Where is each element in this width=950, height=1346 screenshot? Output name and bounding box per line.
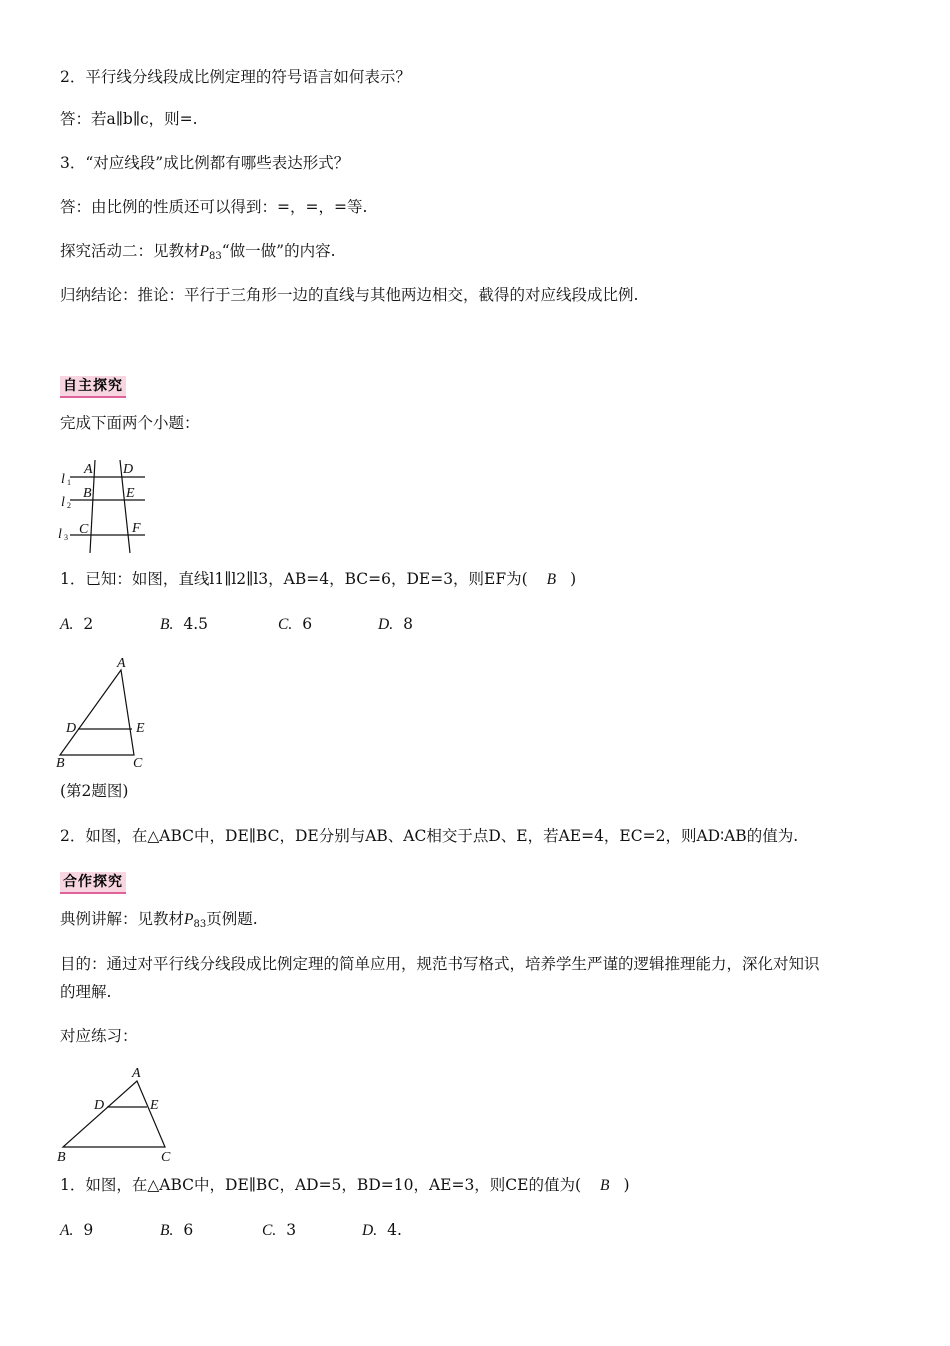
label-l1: l (61, 472, 65, 487)
label-D: D (123, 462, 134, 477)
example-text (60, 908, 258, 936)
conclusion-text: 归纳结论：推论：平行于三角形一边的直线与其他两边相交，截得的对应线段成比例. (60, 286, 639, 304)
label-D: D (66, 721, 77, 736)
practice-q1-close: ) (623, 1176, 630, 1194)
practice-option-A: A. 9 (60, 1221, 94, 1239)
figure-2-caption: (第2题图) (60, 782, 129, 800)
question-3-text: 3．“对应线段”成比例都有哪些表达形式？ (60, 154, 350, 172)
example-prefix: 典例讲解：见教材 (60, 910, 185, 928)
activity-2-page: P (199, 243, 209, 260)
label-A: A (84, 462, 93, 477)
label-B: B (56, 756, 65, 771)
practice-option-B: B. 6 (160, 1221, 194, 1239)
label-B: B (83, 486, 92, 501)
q1-close: ) (570, 570, 577, 588)
q1-answer: B (546, 571, 557, 588)
section-1-question-1 (60, 568, 576, 591)
purpose-line-1: 目的：通过对平行线分线段成比例定理的简单应用，规范书写格式，培养学生严谨的逻辑推理能力，深化对知识 (60, 955, 820, 973)
section-label-cooperative: 合作探究 (60, 872, 126, 894)
practice-q1-answer: B (599, 1177, 610, 1194)
label-B: B (57, 1150, 66, 1165)
label-A: A (117, 656, 126, 671)
question-2-answer: 答：若a∥b∥c，则=. (60, 110, 198, 128)
figure-triangle-question-2 (55, 655, 165, 770)
section-1-prompt: 完成下面两个小题： (60, 414, 200, 432)
section-1-question-2: 2．如图，在△ABC中，DE∥BC，DE分别与AB、AC相交于点D、E，若AE=4，EC=2，则AD∶AB的值为. (60, 827, 799, 845)
triangle-ABC (63, 1081, 165, 1147)
label-l3-sub: 3 (64, 533, 68, 542)
label-C: C (79, 522, 89, 537)
activity-2-page-sub: 83 (208, 251, 222, 262)
activity-2-suffix: “做一做”的内容. (221, 242, 336, 260)
question-2-text: 2．平行线分线段成比例定理的符号语言如何表示？ (60, 68, 411, 86)
option-B: B. 4.5 (160, 615, 208, 633)
practice-option-D: D. 4. (362, 1221, 402, 1239)
label-E: E (136, 721, 145, 736)
option-D: D. 8 (378, 615, 413, 633)
label-C: C (133, 756, 143, 771)
label-F: F (132, 521, 141, 536)
triangle-ABC (60, 670, 134, 755)
label-l1-sub: 1 (67, 478, 71, 487)
label-l2-sub: 2 (67, 501, 71, 510)
option-A: A. 2 (60, 615, 94, 633)
q1-prefix: 1．已知：如图，直线l (60, 570, 215, 588)
practice-question-1 (60, 1174, 630, 1197)
example-page-sub: 83 (193, 919, 207, 930)
example-page: P (184, 911, 194, 928)
label-E: E (150, 1098, 159, 1113)
label-C: C (161, 1150, 171, 1165)
q1-body: 1∥l2∥l3，AB=4，BC=6，DE=3，则EF为( (214, 570, 528, 588)
example-suffix: 页例题. (206, 910, 258, 928)
practice-option-C: C. 3 (262, 1221, 297, 1239)
practice-label: 对应练习： (60, 1027, 138, 1045)
activity-2-prefix: 探究活动二：见教材 (60, 242, 200, 260)
label-D: D (94, 1098, 105, 1113)
figure-triangle-practice (55, 1065, 180, 1165)
activity-2-text (60, 240, 336, 268)
figure-parallel-lines (55, 455, 155, 560)
option-C: C. 6 (278, 615, 313, 633)
label-E: E (126, 486, 135, 501)
label-A: A (132, 1066, 141, 1081)
practice-q1-body: 1．如图，在△ABC中，DE∥BC，AD=5，BD=10，AE=3，则CE的值为( (60, 1176, 582, 1194)
purpose-line-2: 的理解. (60, 983, 112, 1001)
section-label-self-study: 自主探究 (60, 376, 126, 398)
question-3-answer: 答：由比例的性质还可以得到：=，=，=等. (60, 198, 368, 216)
label-l3: l (58, 527, 62, 542)
label-l2: l (61, 495, 65, 510)
